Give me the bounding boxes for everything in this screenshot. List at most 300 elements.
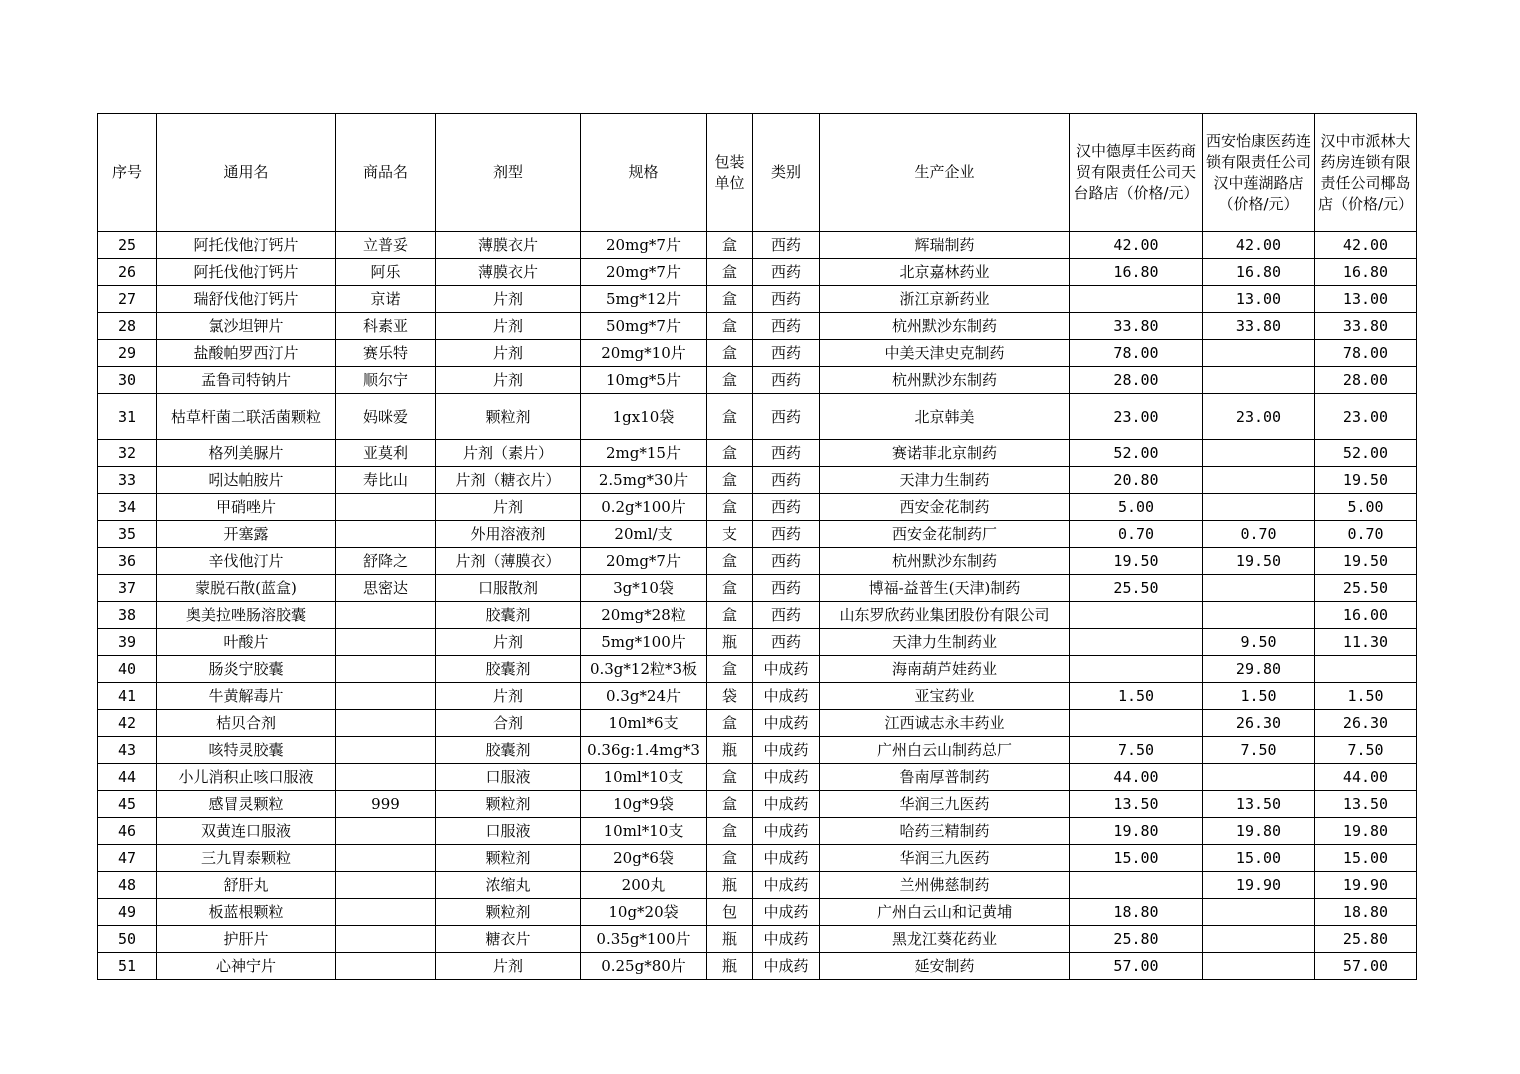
cell-no: 49	[98, 899, 157, 926]
cell-category: 西药	[753, 440, 820, 467]
cell-manufacturer: 山东罗欣药业集团股份有限公司	[820, 602, 1070, 629]
cell-no: 41	[98, 683, 157, 710]
cell-price-store-3: 25.80	[1315, 926, 1417, 953]
cell-package-unit: 盒	[707, 394, 753, 440]
cell-generic-name: 咳特灵胶囊	[157, 737, 336, 764]
cell-price-store-1: 18.80	[1070, 899, 1203, 926]
table-row	[98, 953, 1417, 980]
table-row	[98, 737, 1417, 764]
cell-dosage-form: 片剂	[436, 367, 581, 394]
col-header-price-store-1: 汉中德厚丰医药商贸有限责任公司天台路店（价格/元）	[1070, 114, 1203, 232]
table-row	[98, 710, 1417, 737]
cell-brand-name	[336, 872, 436, 899]
cell-price-store-3: 26.30	[1315, 710, 1417, 737]
cell-dosage-form: 片剂	[436, 683, 581, 710]
cell-manufacturer: 哈药三精制药	[820, 818, 1070, 845]
cell-price-store-3: 44.00	[1315, 764, 1417, 791]
cell-package-unit: 支	[707, 521, 753, 548]
cell-no: 27	[98, 286, 157, 313]
cell-brand-name: 立普妥	[336, 232, 436, 259]
cell-specification: 20mg*7片	[581, 232, 707, 259]
cell-no: 30	[98, 367, 157, 394]
cell-manufacturer: 杭州默沙东制药	[820, 367, 1070, 394]
cell-generic-name: 阿托伐他汀钙片	[157, 232, 336, 259]
cell-price-store-1	[1070, 872, 1203, 899]
cell-specification: 10ml*10支	[581, 764, 707, 791]
cell-generic-name: 感冒灵颗粒	[157, 791, 336, 818]
cell-generic-name: 开塞露	[157, 521, 336, 548]
table-row	[98, 440, 1417, 467]
cell-package-unit: 盒	[707, 575, 753, 602]
cell-price-store-3: 19.50	[1315, 548, 1417, 575]
cell-brand-name	[336, 521, 436, 548]
cell-brand-name	[336, 602, 436, 629]
cell-manufacturer: 兰州佛慈制药	[820, 872, 1070, 899]
cell-manufacturer: 杭州默沙东制药	[820, 548, 1070, 575]
cell-manufacturer: 江西诚志永丰药业	[820, 710, 1070, 737]
table-row	[98, 872, 1417, 899]
cell-manufacturer: 北京韩美	[820, 394, 1070, 440]
col-header-category: 类别	[753, 114, 820, 232]
cell-price-store-1: 57.00	[1070, 953, 1203, 980]
cell-price-store-1: 25.80	[1070, 926, 1203, 953]
cell-generic-name: 牛黄解毒片	[157, 683, 336, 710]
table-row	[98, 259, 1417, 286]
cell-package-unit: 盒	[707, 286, 753, 313]
cell-price-store-2	[1203, 764, 1315, 791]
cell-brand-name	[336, 899, 436, 926]
cell-no: 34	[98, 494, 157, 521]
cell-category: 西药	[753, 286, 820, 313]
cell-manufacturer: 天津力生制药业	[820, 629, 1070, 656]
cell-price-store-3: 16.80	[1315, 259, 1417, 286]
cell-package-unit: 瓶	[707, 629, 753, 656]
cell-specification: 1gx10袋	[581, 394, 707, 440]
cell-manufacturer: 华润三九医药	[820, 845, 1070, 872]
table-row	[98, 575, 1417, 602]
cell-dosage-form: 外用溶液剂	[436, 521, 581, 548]
cell-price-store-3: 78.00	[1315, 340, 1417, 367]
cell-generic-name: 桔贝合剂	[157, 710, 336, 737]
table-row	[98, 764, 1417, 791]
cell-specification: 5mg*100片	[581, 629, 707, 656]
cell-category: 中成药	[753, 899, 820, 926]
cell-no: 25	[98, 232, 157, 259]
cell-price-store-2: 19.50	[1203, 548, 1315, 575]
cell-no: 46	[98, 818, 157, 845]
cell-specification: 200丸	[581, 872, 707, 899]
cell-dosage-form: 颗粒剂	[436, 791, 581, 818]
cell-category: 中成药	[753, 764, 820, 791]
table-row	[98, 845, 1417, 872]
cell-manufacturer: 延安制药	[820, 953, 1070, 980]
cell-generic-name: 吲达帕胺片	[157, 467, 336, 494]
cell-price-store-1: 33.80	[1070, 313, 1203, 340]
cell-price-store-3: 19.50	[1315, 467, 1417, 494]
cell-no: 37	[98, 575, 157, 602]
cell-price-store-2: 16.80	[1203, 259, 1315, 286]
cell-no: 36	[98, 548, 157, 575]
cell-dosage-form: 颗粒剂	[436, 899, 581, 926]
cell-generic-name: 枯草杆菌二联活菌颗粒	[157, 394, 336, 440]
cell-specification: 0.35g*100片	[581, 926, 707, 953]
cell-generic-name: 蒙脱石散(蓝盒)	[157, 575, 336, 602]
cell-brand-name: 寿比山	[336, 467, 436, 494]
cell-specification: 0.36g:1.4mg*3	[581, 737, 707, 764]
cell-price-store-2	[1203, 467, 1315, 494]
cell-price-store-2	[1203, 926, 1315, 953]
cell-category: 中成药	[753, 791, 820, 818]
cell-category: 中成药	[753, 683, 820, 710]
cell-package-unit: 瓶	[707, 872, 753, 899]
cell-generic-name: 板蓝根颗粒	[157, 899, 336, 926]
cell-category: 西药	[753, 629, 820, 656]
cell-price-store-3: 42.00	[1315, 232, 1417, 259]
cell-no: 31	[98, 394, 157, 440]
cell-package-unit: 盒	[707, 845, 753, 872]
cell-price-store-1	[1070, 602, 1203, 629]
cell-price-store-3: 18.80	[1315, 899, 1417, 926]
cell-price-store-3: 57.00	[1315, 953, 1417, 980]
col-header-price-store-3: 汉中市派林大药房连锁有限责任公司椰岛店（价格/元）	[1315, 114, 1417, 232]
cell-category: 中成药	[753, 710, 820, 737]
cell-category: 西药	[753, 259, 820, 286]
cell-specification: 0.3g*12粒*3板	[581, 656, 707, 683]
cell-price-store-1: 5.00	[1070, 494, 1203, 521]
cell-brand-name	[336, 737, 436, 764]
cell-dosage-form: 薄膜衣片	[436, 232, 581, 259]
cell-specification: 3g*10袋	[581, 575, 707, 602]
cell-price-store-2: 19.90	[1203, 872, 1315, 899]
cell-category: 西药	[753, 232, 820, 259]
table-row	[98, 467, 1417, 494]
price-table	[97, 113, 1417, 980]
cell-dosage-form: 片剂	[436, 494, 581, 521]
cell-price-store-1: 19.50	[1070, 548, 1203, 575]
cell-dosage-form: 口服散剂	[436, 575, 581, 602]
table-row	[98, 521, 1417, 548]
cell-no: 35	[98, 521, 157, 548]
cell-price-store-3: 19.90	[1315, 872, 1417, 899]
cell-brand-name	[336, 656, 436, 683]
cell-price-store-1: 20.80	[1070, 467, 1203, 494]
cell-manufacturer: 西安金花制药	[820, 494, 1070, 521]
cell-no: 29	[98, 340, 157, 367]
cell-brand-name	[336, 926, 436, 953]
cell-manufacturer: 博福-益普生(天津)制药	[820, 575, 1070, 602]
cell-price-store-1: 16.80	[1070, 259, 1203, 286]
cell-no: 26	[98, 259, 157, 286]
cell-package-unit: 盒	[707, 440, 753, 467]
cell-category: 中成药	[753, 737, 820, 764]
cell-generic-name: 三九胃泰颗粒	[157, 845, 336, 872]
cell-specification: 2mg*15片	[581, 440, 707, 467]
cell-dosage-form: 片剂（薄膜衣）	[436, 548, 581, 575]
cell-dosage-form: 颗粒剂	[436, 394, 581, 440]
col-header-manufacturer: 生产企业	[820, 114, 1070, 232]
header-row	[98, 114, 1417, 232]
table-row	[98, 548, 1417, 575]
cell-price-store-2: 42.00	[1203, 232, 1315, 259]
cell-manufacturer: 天津力生制药	[820, 467, 1070, 494]
cell-brand-name	[336, 629, 436, 656]
cell-generic-name: 甲硝唑片	[157, 494, 336, 521]
col-header-generic-name: 通用名	[157, 114, 336, 232]
cell-generic-name: 叶酸片	[157, 629, 336, 656]
cell-brand-name	[336, 818, 436, 845]
cell-dosage-form: 片剂	[436, 313, 581, 340]
cell-dosage-form: 合剂	[436, 710, 581, 737]
cell-price-store-1: 52.00	[1070, 440, 1203, 467]
table-row	[98, 629, 1417, 656]
cell-price-store-2: 13.00	[1203, 286, 1315, 313]
table-row	[98, 683, 1417, 710]
cell-generic-name: 辛伐他汀片	[157, 548, 336, 575]
cell-no: 44	[98, 764, 157, 791]
cell-price-store-1: 78.00	[1070, 340, 1203, 367]
cell-price-store-3	[1315, 656, 1417, 683]
cell-price-store-3: 16.00	[1315, 602, 1417, 629]
cell-specification: 10ml*10支	[581, 818, 707, 845]
cell-dosage-form: 片剂	[436, 340, 581, 367]
cell-price-store-2: 7.50	[1203, 737, 1315, 764]
cell-manufacturer: 北京嘉林药业	[820, 259, 1070, 286]
table-row	[98, 394, 1417, 440]
cell-package-unit: 盒	[707, 710, 753, 737]
cell-price-store-1: 42.00	[1070, 232, 1203, 259]
cell-price-store-1	[1070, 710, 1203, 737]
cell-generic-name: 双黄连口服液	[157, 818, 336, 845]
cell-price-store-1: 13.50	[1070, 791, 1203, 818]
cell-generic-name: 舒肝丸	[157, 872, 336, 899]
cell-price-store-1	[1070, 656, 1203, 683]
cell-generic-name: 盐酸帕罗西汀片	[157, 340, 336, 367]
cell-price-store-1: 0.70	[1070, 521, 1203, 548]
cell-price-store-1: 25.50	[1070, 575, 1203, 602]
cell-price-store-1: 15.00	[1070, 845, 1203, 872]
cell-manufacturer: 浙江京新药业	[820, 286, 1070, 313]
cell-price-store-2: 26.30	[1203, 710, 1315, 737]
cell-package-unit: 盒	[707, 232, 753, 259]
cell-manufacturer: 广州白云山和记黄埔	[820, 899, 1070, 926]
cell-brand-name: 科素亚	[336, 313, 436, 340]
cell-price-store-1: 23.00	[1070, 394, 1203, 440]
cell-price-store-2: 1.50	[1203, 683, 1315, 710]
cell-price-store-2	[1203, 602, 1315, 629]
cell-price-store-2	[1203, 440, 1315, 467]
cell-price-store-2	[1203, 899, 1315, 926]
cell-generic-name: 瑞舒伐他汀钙片	[157, 286, 336, 313]
cell-price-store-3: 1.50	[1315, 683, 1417, 710]
cell-price-store-1	[1070, 286, 1203, 313]
cell-no: 45	[98, 791, 157, 818]
cell-no: 32	[98, 440, 157, 467]
cell-price-store-3: 13.00	[1315, 286, 1417, 313]
cell-no: 51	[98, 953, 157, 980]
cell-price-store-2: 15.00	[1203, 845, 1315, 872]
cell-dosage-form: 糖衣片	[436, 926, 581, 953]
cell-no: 43	[98, 737, 157, 764]
cell-brand-name: 妈咪爱	[336, 394, 436, 440]
cell-dosage-form: 颗粒剂	[436, 845, 581, 872]
table-row	[98, 313, 1417, 340]
cell-price-store-2: 13.50	[1203, 791, 1315, 818]
cell-no: 38	[98, 602, 157, 629]
cell-price-store-3: 15.00	[1315, 845, 1417, 872]
cell-category: 西药	[753, 494, 820, 521]
cell-package-unit: 盒	[707, 340, 753, 367]
cell-price-store-2: 19.80	[1203, 818, 1315, 845]
cell-category: 中成药	[753, 926, 820, 953]
cell-no: 47	[98, 845, 157, 872]
cell-generic-name: 奥美拉唑肠溶胶囊	[157, 602, 336, 629]
cell-price-store-3: 13.50	[1315, 791, 1417, 818]
cell-generic-name: 阿托伐他汀钙片	[157, 259, 336, 286]
cell-price-store-2: 29.80	[1203, 656, 1315, 683]
cell-price-store-3: 23.00	[1315, 394, 1417, 440]
col-header-brand-name: 商品名	[336, 114, 436, 232]
cell-no: 50	[98, 926, 157, 953]
cell-price-store-3: 25.50	[1315, 575, 1417, 602]
cell-category: 西药	[753, 521, 820, 548]
cell-manufacturer: 杭州默沙东制药	[820, 313, 1070, 340]
cell-price-store-3: 28.00	[1315, 367, 1417, 394]
cell-category: 中成药	[753, 845, 820, 872]
cell-brand-name: 阿乐	[336, 259, 436, 286]
col-header-specification: 规格	[581, 114, 707, 232]
cell-package-unit: 盒	[707, 367, 753, 394]
col-header-package-unit: 包装单位	[707, 114, 753, 232]
cell-price-store-1: 7.50	[1070, 737, 1203, 764]
cell-generic-name: 护肝片	[157, 926, 336, 953]
col-header-no: 序号	[98, 114, 157, 232]
cell-price-store-3: 52.00	[1315, 440, 1417, 467]
cell-dosage-form: 片剂	[436, 286, 581, 313]
cell-dosage-form: 片剂	[436, 953, 581, 980]
cell-dosage-form: 薄膜衣片	[436, 259, 581, 286]
col-header-price-store-2: 西安怡康医药连锁有限责任公司汉中莲湖路店（价格/元）	[1203, 114, 1315, 232]
cell-specification: 50mg*7片	[581, 313, 707, 340]
cell-brand-name	[336, 683, 436, 710]
cell-brand-name: 京诺	[336, 286, 436, 313]
cell-no: 33	[98, 467, 157, 494]
table-row	[98, 232, 1417, 259]
cell-price-store-1: 28.00	[1070, 367, 1203, 394]
cell-category: 西药	[753, 602, 820, 629]
cell-manufacturer: 赛诺菲北京制药	[820, 440, 1070, 467]
cell-category: 西药	[753, 548, 820, 575]
cell-manufacturer: 海南葫芦娃药业	[820, 656, 1070, 683]
table-row	[98, 494, 1417, 521]
cell-specification: 10g*20袋	[581, 899, 707, 926]
cell-brand-name	[336, 953, 436, 980]
cell-generic-name: 格列美脲片	[157, 440, 336, 467]
table-row	[98, 340, 1417, 367]
cell-category: 西药	[753, 394, 820, 440]
cell-dosage-form: 片剂	[436, 629, 581, 656]
cell-package-unit: 盒	[707, 259, 753, 286]
cell-manufacturer: 广州白云山制药总厂	[820, 737, 1070, 764]
table-row	[98, 602, 1417, 629]
cell-generic-name: 小儿消积止咳口服液	[157, 764, 336, 791]
cell-specification: 20mg*7片	[581, 259, 707, 286]
cell-specification: 20mg*10片	[581, 340, 707, 367]
cell-package-unit: 瓶	[707, 737, 753, 764]
col-header-dosage-form: 剂型	[436, 114, 581, 232]
cell-generic-name: 心神宁片	[157, 953, 336, 980]
cell-dosage-form: 口服液	[436, 818, 581, 845]
cell-price-store-2	[1203, 340, 1315, 367]
cell-generic-name: 氯沙坦钾片	[157, 313, 336, 340]
cell-specification: 10ml*6支	[581, 710, 707, 737]
cell-category: 西药	[753, 340, 820, 367]
cell-specification: 10g*9袋	[581, 791, 707, 818]
cell-category: 中成药	[753, 656, 820, 683]
cell-manufacturer: 黑龙江葵花药业	[820, 926, 1070, 953]
cell-brand-name	[336, 845, 436, 872]
cell-package-unit: 盒	[707, 602, 753, 629]
cell-dosage-form: 胶囊剂	[436, 602, 581, 629]
cell-package-unit: 盒	[707, 313, 753, 340]
cell-package-unit: 盒	[707, 818, 753, 845]
cell-brand-name	[336, 710, 436, 737]
cell-specification: 20mg*7片	[581, 548, 707, 575]
cell-manufacturer: 华润三九医药	[820, 791, 1070, 818]
cell-dosage-form: 胶囊剂	[436, 656, 581, 683]
table-row	[98, 899, 1417, 926]
table-row	[98, 656, 1417, 683]
cell-dosage-form: 口服液	[436, 764, 581, 791]
cell-generic-name: 肠炎宁胶囊	[157, 656, 336, 683]
cell-price-store-2	[1203, 367, 1315, 394]
cell-brand-name: 999	[336, 791, 436, 818]
cell-manufacturer: 西安金花制药厂	[820, 521, 1070, 548]
cell-brand-name	[336, 494, 436, 521]
cell-package-unit: 盒	[707, 494, 753, 521]
cell-brand-name	[336, 764, 436, 791]
cell-no: 40	[98, 656, 157, 683]
cell-price-store-2: 0.70	[1203, 521, 1315, 548]
cell-brand-name: 亚莫利	[336, 440, 436, 467]
cell-price-store-3: 33.80	[1315, 313, 1417, 340]
cell-category: 中成药	[753, 872, 820, 899]
cell-manufacturer: 中美天津史克制药	[820, 340, 1070, 367]
cell-no: 42	[98, 710, 157, 737]
cell-price-store-1: 1.50	[1070, 683, 1203, 710]
cell-specification: 2.5mg*30片	[581, 467, 707, 494]
cell-specification: 0.2g*100片	[581, 494, 707, 521]
cell-dosage-form: 片剂（糖衣片）	[436, 467, 581, 494]
cell-category: 西药	[753, 575, 820, 602]
table-row	[98, 286, 1417, 313]
cell-category: 西药	[753, 467, 820, 494]
cell-package-unit: 瓶	[707, 953, 753, 980]
cell-price-store-2	[1203, 494, 1315, 521]
cell-price-store-2: 9.50	[1203, 629, 1315, 656]
cell-category: 西药	[753, 313, 820, 340]
cell-specification: 20mg*28粒	[581, 602, 707, 629]
cell-generic-name: 孟鲁司特钠片	[157, 367, 336, 394]
cell-specification: 0.3g*24片	[581, 683, 707, 710]
cell-price-store-3: 7.50	[1315, 737, 1417, 764]
cell-specification: 20g*6袋	[581, 845, 707, 872]
cell-dosage-form: 浓缩丸	[436, 872, 581, 899]
cell-specification: 20ml/支	[581, 521, 707, 548]
cell-manufacturer: 亚宝药业	[820, 683, 1070, 710]
cell-specification: 10mg*5片	[581, 367, 707, 394]
cell-manufacturer: 鲁南厚普制药	[820, 764, 1070, 791]
cell-package-unit: 盒	[707, 791, 753, 818]
